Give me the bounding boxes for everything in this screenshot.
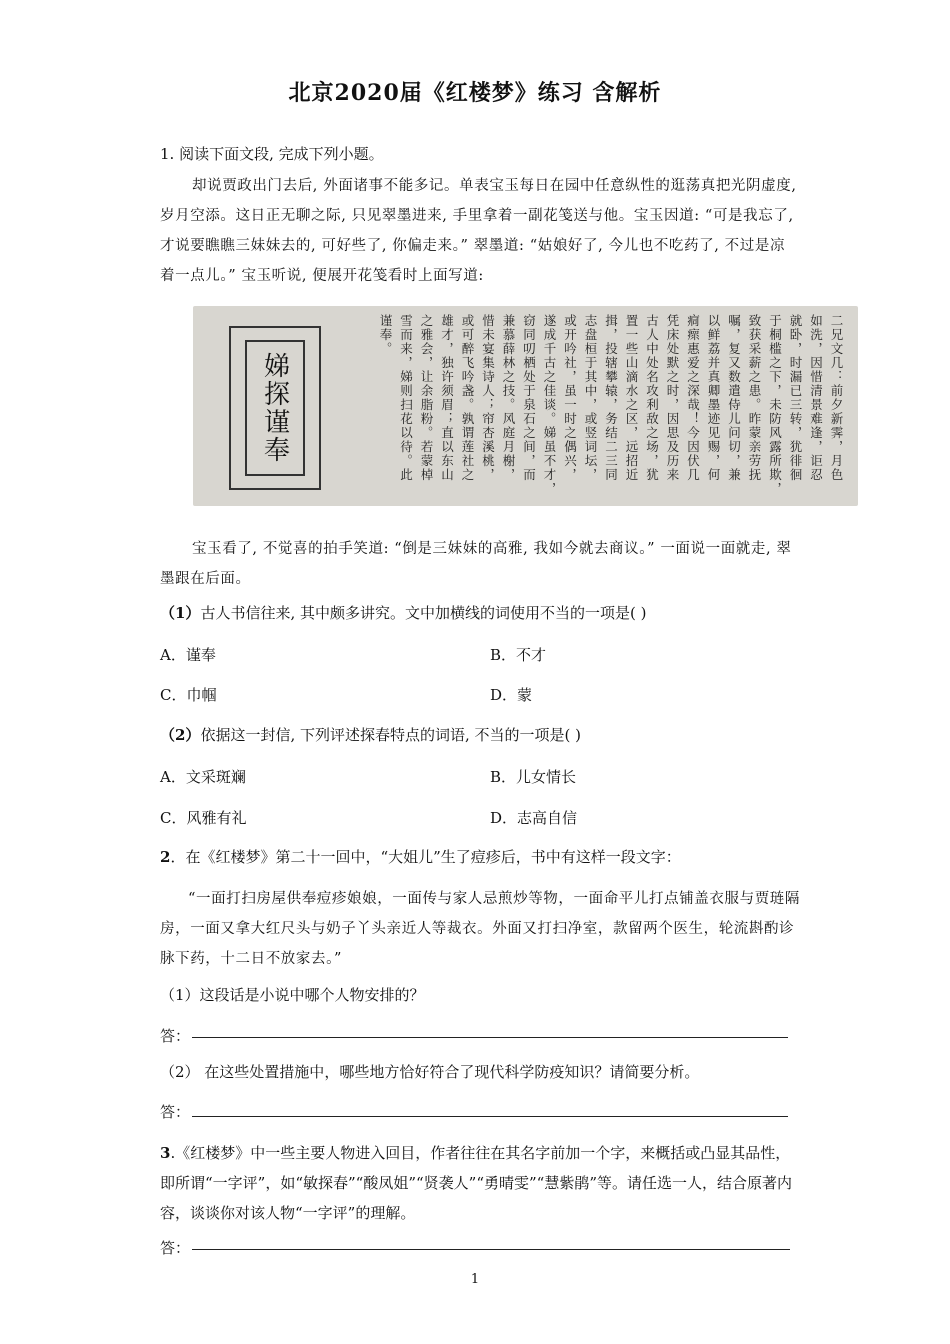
letter-column: 就卧，时漏已三转，犹徘徊 xyxy=(788,314,803,482)
question-2-intro xyxy=(160,842,681,872)
sub-question-2-1: （1）这段话是小说中哪个人物安排的？ xyxy=(160,986,425,1004)
letter-column: 以鲜荔并真卿墨迹见赐，何 xyxy=(706,314,721,482)
sub-question-2-2: （2） 在这些处置措施中，哪些地方恰好符合了现代科学防疫知识？请简要分析。 xyxy=(160,1063,700,1081)
letter-column: 志盘桓于其中，或竖词坛， xyxy=(583,314,598,482)
option-a: A．文采斑斓 xyxy=(160,768,246,786)
letter-column: 如洗，因惜清景难逢，讵忍 xyxy=(808,314,824,482)
letter-column: 或可醉飞吟盏。孰谓莲社之 xyxy=(460,314,475,482)
sub-question-text: 依据这一封信, 下列评述探春特点的词语, 不当的一项是( ) xyxy=(200,726,581,744)
question-2-quote: “一面打扫房屋供奉痘疹娘娘，一面传与家人忌煎炒等物，一面命平儿打点铺盖衣服与贾琏隔房，一面又拿大红尺头与奶子丫头亲近人等裁衣。外面又打扫净室，款留两个医生，轮流斟酌诊脉下药，十二日不放家去。” xyxy=(160,891,801,967)
letter-column: 二兄文几：前夕新霁，月色 xyxy=(829,314,844,482)
letter-column: 于桐槛之下，未防风露所欺， xyxy=(767,314,783,496)
option-c: C．风雅有礼 xyxy=(160,809,247,827)
option-b: B．儿女情长 xyxy=(490,768,577,786)
letter-column: 置一些山滴水之区，远招近 xyxy=(624,314,639,482)
answer-line[interactable] xyxy=(192,1249,790,1250)
letter-column: 兼慕薛林之技。风庭月榭， xyxy=(501,314,516,482)
page-number: 1 xyxy=(470,1272,480,1287)
question-number: 3 xyxy=(160,1144,171,1162)
letter-column: 谨奉。 xyxy=(378,314,393,356)
answer-line[interactable] xyxy=(192,1116,788,1117)
option-d: D．蒙 xyxy=(490,686,533,704)
letter-column: 致获采薪之患。昨蒙亲劳抚 xyxy=(747,314,762,482)
letter-column: 雄才，独许须眉；直以东山 xyxy=(439,314,455,482)
question-3-text: .《红楼梦》中一些主要人物进入回目，作者往往在其名字前加一个字，来概括或凸显其品性，即所谓“一字评”，如“敏探春”“酸凤姐”“贤袭人”“勇晴雯”“慧紫鹃”等。请任选一人，结合原著内容，谈谈你对该人物“一字评”的理解。 xyxy=(160,1144,793,1222)
option-c: C．巾帼 xyxy=(160,686,217,704)
option-b: B．不才 xyxy=(490,646,547,664)
sub-question-1-2 xyxy=(160,720,581,750)
question-3 xyxy=(160,1138,800,1228)
letter-image xyxy=(193,306,858,506)
sub-question-number: （1） xyxy=(160,604,201,622)
letter-column: 揖，投辖攀辕，务结二三同 xyxy=(603,314,619,482)
letter-column: 嘱，复又数遣侍儿问切，兼 xyxy=(726,314,742,482)
question-1-after-passage: 宝玉看了, 不觉喜的拍手笑道: “倒是三妹妹的高雅, 我如今就去商议。” 一面说一面就走, 翠墨跟在后面。 xyxy=(160,541,792,587)
question-1-intro: 1. 阅读下面文段, 完成下列小题。 xyxy=(160,145,384,163)
sub-question-1-1 xyxy=(160,598,646,628)
sub-question-text: 古人书信往来, 其中颇多讲究。文中加横线的词使用不当的一项是( ) xyxy=(200,604,647,622)
answer-line[interactable] xyxy=(192,1037,788,1038)
letter-column: 遂成千古之佳谈。娣虽不才， xyxy=(542,314,557,496)
sub-question-number: （2） xyxy=(160,726,201,744)
answer-label: 答： xyxy=(160,1239,191,1257)
option-a: A．谨奉 xyxy=(160,646,216,664)
letter-column: 窃同叨栖处于泉石之间，而 xyxy=(521,314,537,482)
answer-label: 答： xyxy=(160,1103,191,1121)
letter-column: 惜未宴集诗人；帘杏溪桃， xyxy=(480,314,496,482)
option-d: D．志高自信 xyxy=(490,809,578,827)
question-1-passage: 却说贾政出门去后, 外面诸事不能多记。单表宝玉每日在园中任意纵性的逛荡真把光阴虚度, 岁月空添。这日正无聊之际, 只见翠墨进来, 手里拿着一副花笺送与他。宝玉因道: “可是我忘了, 才说要瞧瞧三妹妹去的, 可好些了, 你偏走来。” 翠墨道: “姑娘好了, 今儿也不吃药了, 不过是凉着一点儿。” 宝玉听说, 便展开花笺看时上面写道: xyxy=(160,178,797,284)
letter-column: 凭床处默之时，因思及历来 xyxy=(665,314,680,482)
letter-column: 雪而来，娣则扫花以待。此 xyxy=(398,314,414,482)
letter-column: 之雅会，让余脂粉。若蒙棹 xyxy=(419,314,434,482)
question-number: 2 xyxy=(160,848,171,866)
letter-column: 痌瘝惠爱之深哉！今因伏几 xyxy=(685,314,701,482)
question-2-text: ．在《红楼梦》第二十一回中，“大姐儿”生了痘疹后，书中有这样一段文字： xyxy=(170,848,681,866)
page-title: 北京2020届《红楼梦》练习 含解析 xyxy=(288,80,662,106)
letter-column: 古人中处名攻利敌之场，犹 xyxy=(644,314,660,482)
answer-label: 答： xyxy=(160,1027,191,1045)
letter-seal xyxy=(229,326,321,490)
letter-column: 或开吟社，虽一时之偶兴， xyxy=(562,314,578,482)
letter-seal-text: 娣探谨奉 xyxy=(259,352,290,464)
